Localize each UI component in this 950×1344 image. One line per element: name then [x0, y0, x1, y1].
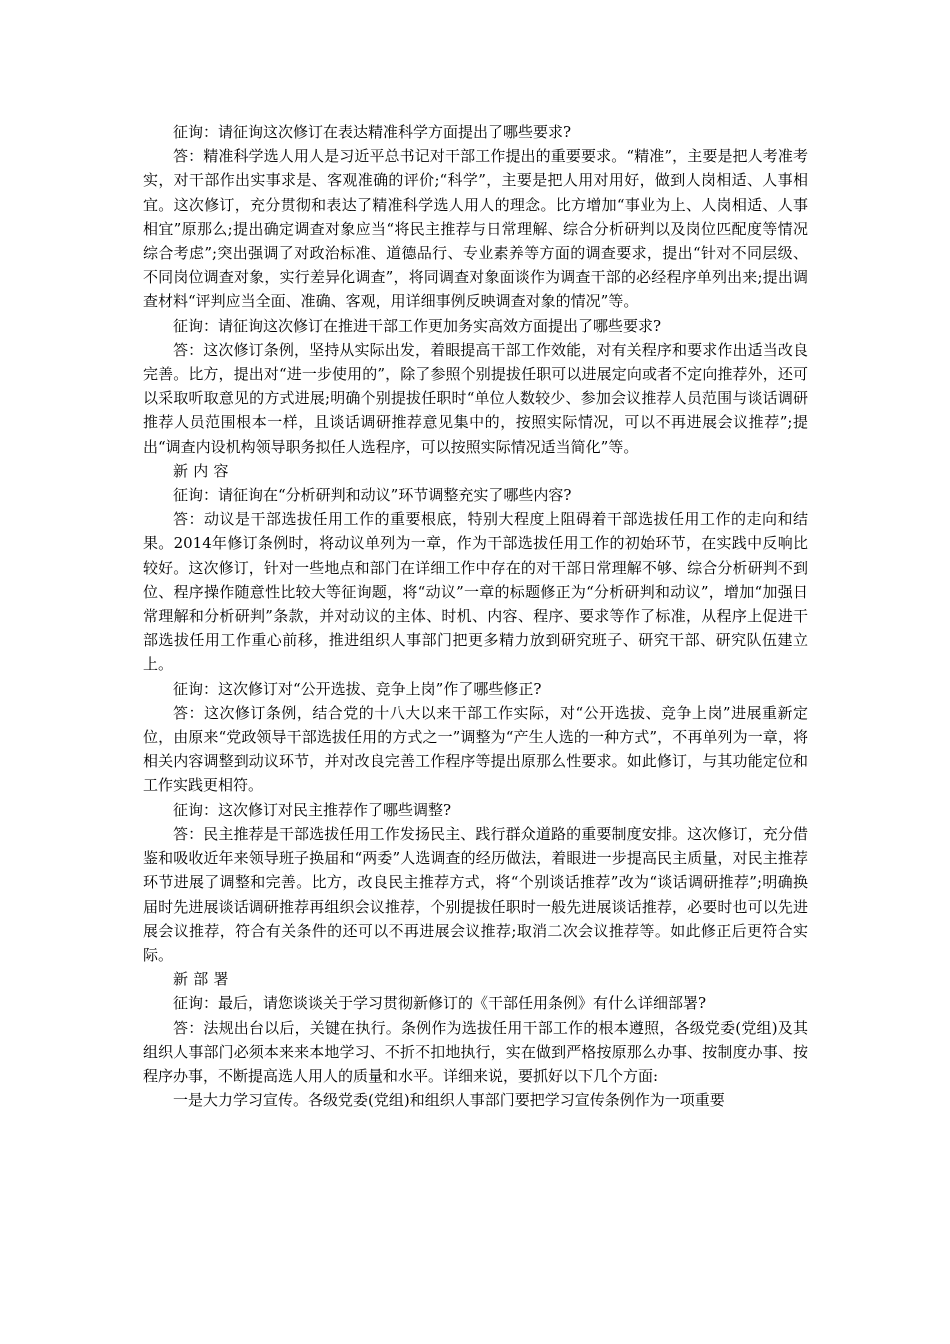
- answer-paragraph: 答：这次修订条例，结合党的十八大以来干部工作实际，对“公开选拔、竞争上岗”进展重新定位，由原来“党政领导干部选拔任用的方式之一”调整为“产生人选的一种方式”，不再单列为一章，将相关内容调整到动议环节，并对改良完善工作程序等提出原那么性要求。如此修订，与其功能定位和工作实践更相符。: [143, 703, 808, 795]
- section-heading: 新内容: [173, 461, 234, 480]
- question-paragraph: 征询：请征询这次修订在表达精准科学方面提出了哪些要求?: [173, 123, 572, 141]
- question-paragraph: 征询：这次修订对“公开选拔、竞争上岗”作了哪些修正?: [173, 679, 542, 698]
- body-paragraph: 一是大力学习宣传。各级党委(党组)和组织人事部门要把学习宣传条例作为一项重要: [173, 1091, 725, 1110]
- question-paragraph: 征询：请征询这次修订在推进干部工作更加务实高效方面提出了哪些要求?: [173, 316, 662, 335]
- answer-paragraph: 答：这次修订条例，坚持从实际出发，着眼提高干部工作效能，对有关程序和要求作出适当改良完善。比方，提出对“进一步使用的”，除了参照个别提拔任职可以进展定向或者不定向推荐外，还可以采取听取意见的方式进展;明确个别提拔任职时“单位人数较少、参加会议推荐人员范围与谈话调研推荐人员范围根本一样，且谈话调研推荐意见集中的，按照实际情况，可以不再进展会议推荐”;提出“调查内设机构领导职务拟任人选程序，可以按照实际情况适当简化”等。: [143, 340, 808, 456]
- document-page: [143, 120, 808, 1112]
- answer-paragraph: 答：动议是干部选拔任用工作的重要根底，特别大程度上阻碍着干部选拔任用工作的走向和结果。2014年修订条例时，将动议单列为一章，作为干部选拔任用工作的初始环节，在实践中反响比较好。这次修订，针对一些地点和部门在详细工作中存在的对干部日常理解不够、综合分析研判不到位、程序操作随意性比较大等征询题，将“动议”一章的标题修正为“分析研判和动议”，增加“加强日常理解和分析研判”条款，并对动议的主体、时机、内容、程序、要求等作了标准，从程序上促进干部选拔任用工作重心前移，推进组织人事部门把更多精力放到研究班子、研究干部、研究队伍建立上。: [143, 510, 808, 674]
- section-heading: 新部署: [173, 970, 234, 989]
- question-paragraph: 征询：这次修订对民主推荐作了哪些调整?: [173, 800, 452, 819]
- answer-paragraph: 答：民主推荐是干部选拔任用工作发扬民主、践行群众道路的重要制度安排。这次修订，充分借鉴和吸收近年来领导班子换届和“两委”人选调查的经历做法，着眼进一步提高民主质量，对民主推荐环节进展了调整和完善。比方，改良民主推荐方式，将“个别谈话推荐”改为“谈话调研推荐”;明确换届时先进展谈话调研推荐再组织会议推荐，个别提拔任职时一般先进展谈话推荐，必要时也可以先进展会议推荐，符合有关条件的还可以不再进展会议推荐;取消二次会议推荐等。如此修正后更符合实际。: [143, 824, 808, 964]
- question-paragraph: 征询：请征询在“分析研判和动议”环节调整充实了哪些内容?: [173, 486, 572, 505]
- answer-paragraph: 答：法规出台以后，关键在执行。条例作为选拔任用干部工作的根本遵照，各级党委(党组)及其组织人事部门必须本来来本地学习、不折不扣地执行，实在做到严格按原那么办事、按制度办事、按程序办事，不断提高选人用人的质量和水平。详细来说，要抓好以下几个方面:: [143, 1018, 808, 1085]
- question-paragraph: 征询：最后，请您谈谈关于学习贯彻新修订的《干部任用条例》有什么详细部署?: [173, 994, 707, 1013]
- answer-paragraph: 答：精准科学选人用人是习近平总书记对干部工作提出的重要要求。“精准”，主要是把人考准考实，对干部作出实事求是、客观准确的评价;“科学”，主要是把人用对用好，做到人岗相适、人事相宜。这次修订，充分贯彻和表达了精准科学选人用人的理念。比方增加“事业为上、人岗相适、人事相宜”原那么;提出确定调查对象应当“将民主推荐与日常理解、综合分析研判以及岗位匹配度等情况综合考虑”;突出强调了对政治标准、道德品行、专业素养等方面的调查要求，提出“针对不同层级、不同岗位调查对象，实行差异化调查”，将同调查对象面谈作为调查干部的必经程序单列出来;提出调查材料“评判应当全面、准确、客观，用详细事例反映调查对象的情况”等。: [143, 147, 808, 311]
